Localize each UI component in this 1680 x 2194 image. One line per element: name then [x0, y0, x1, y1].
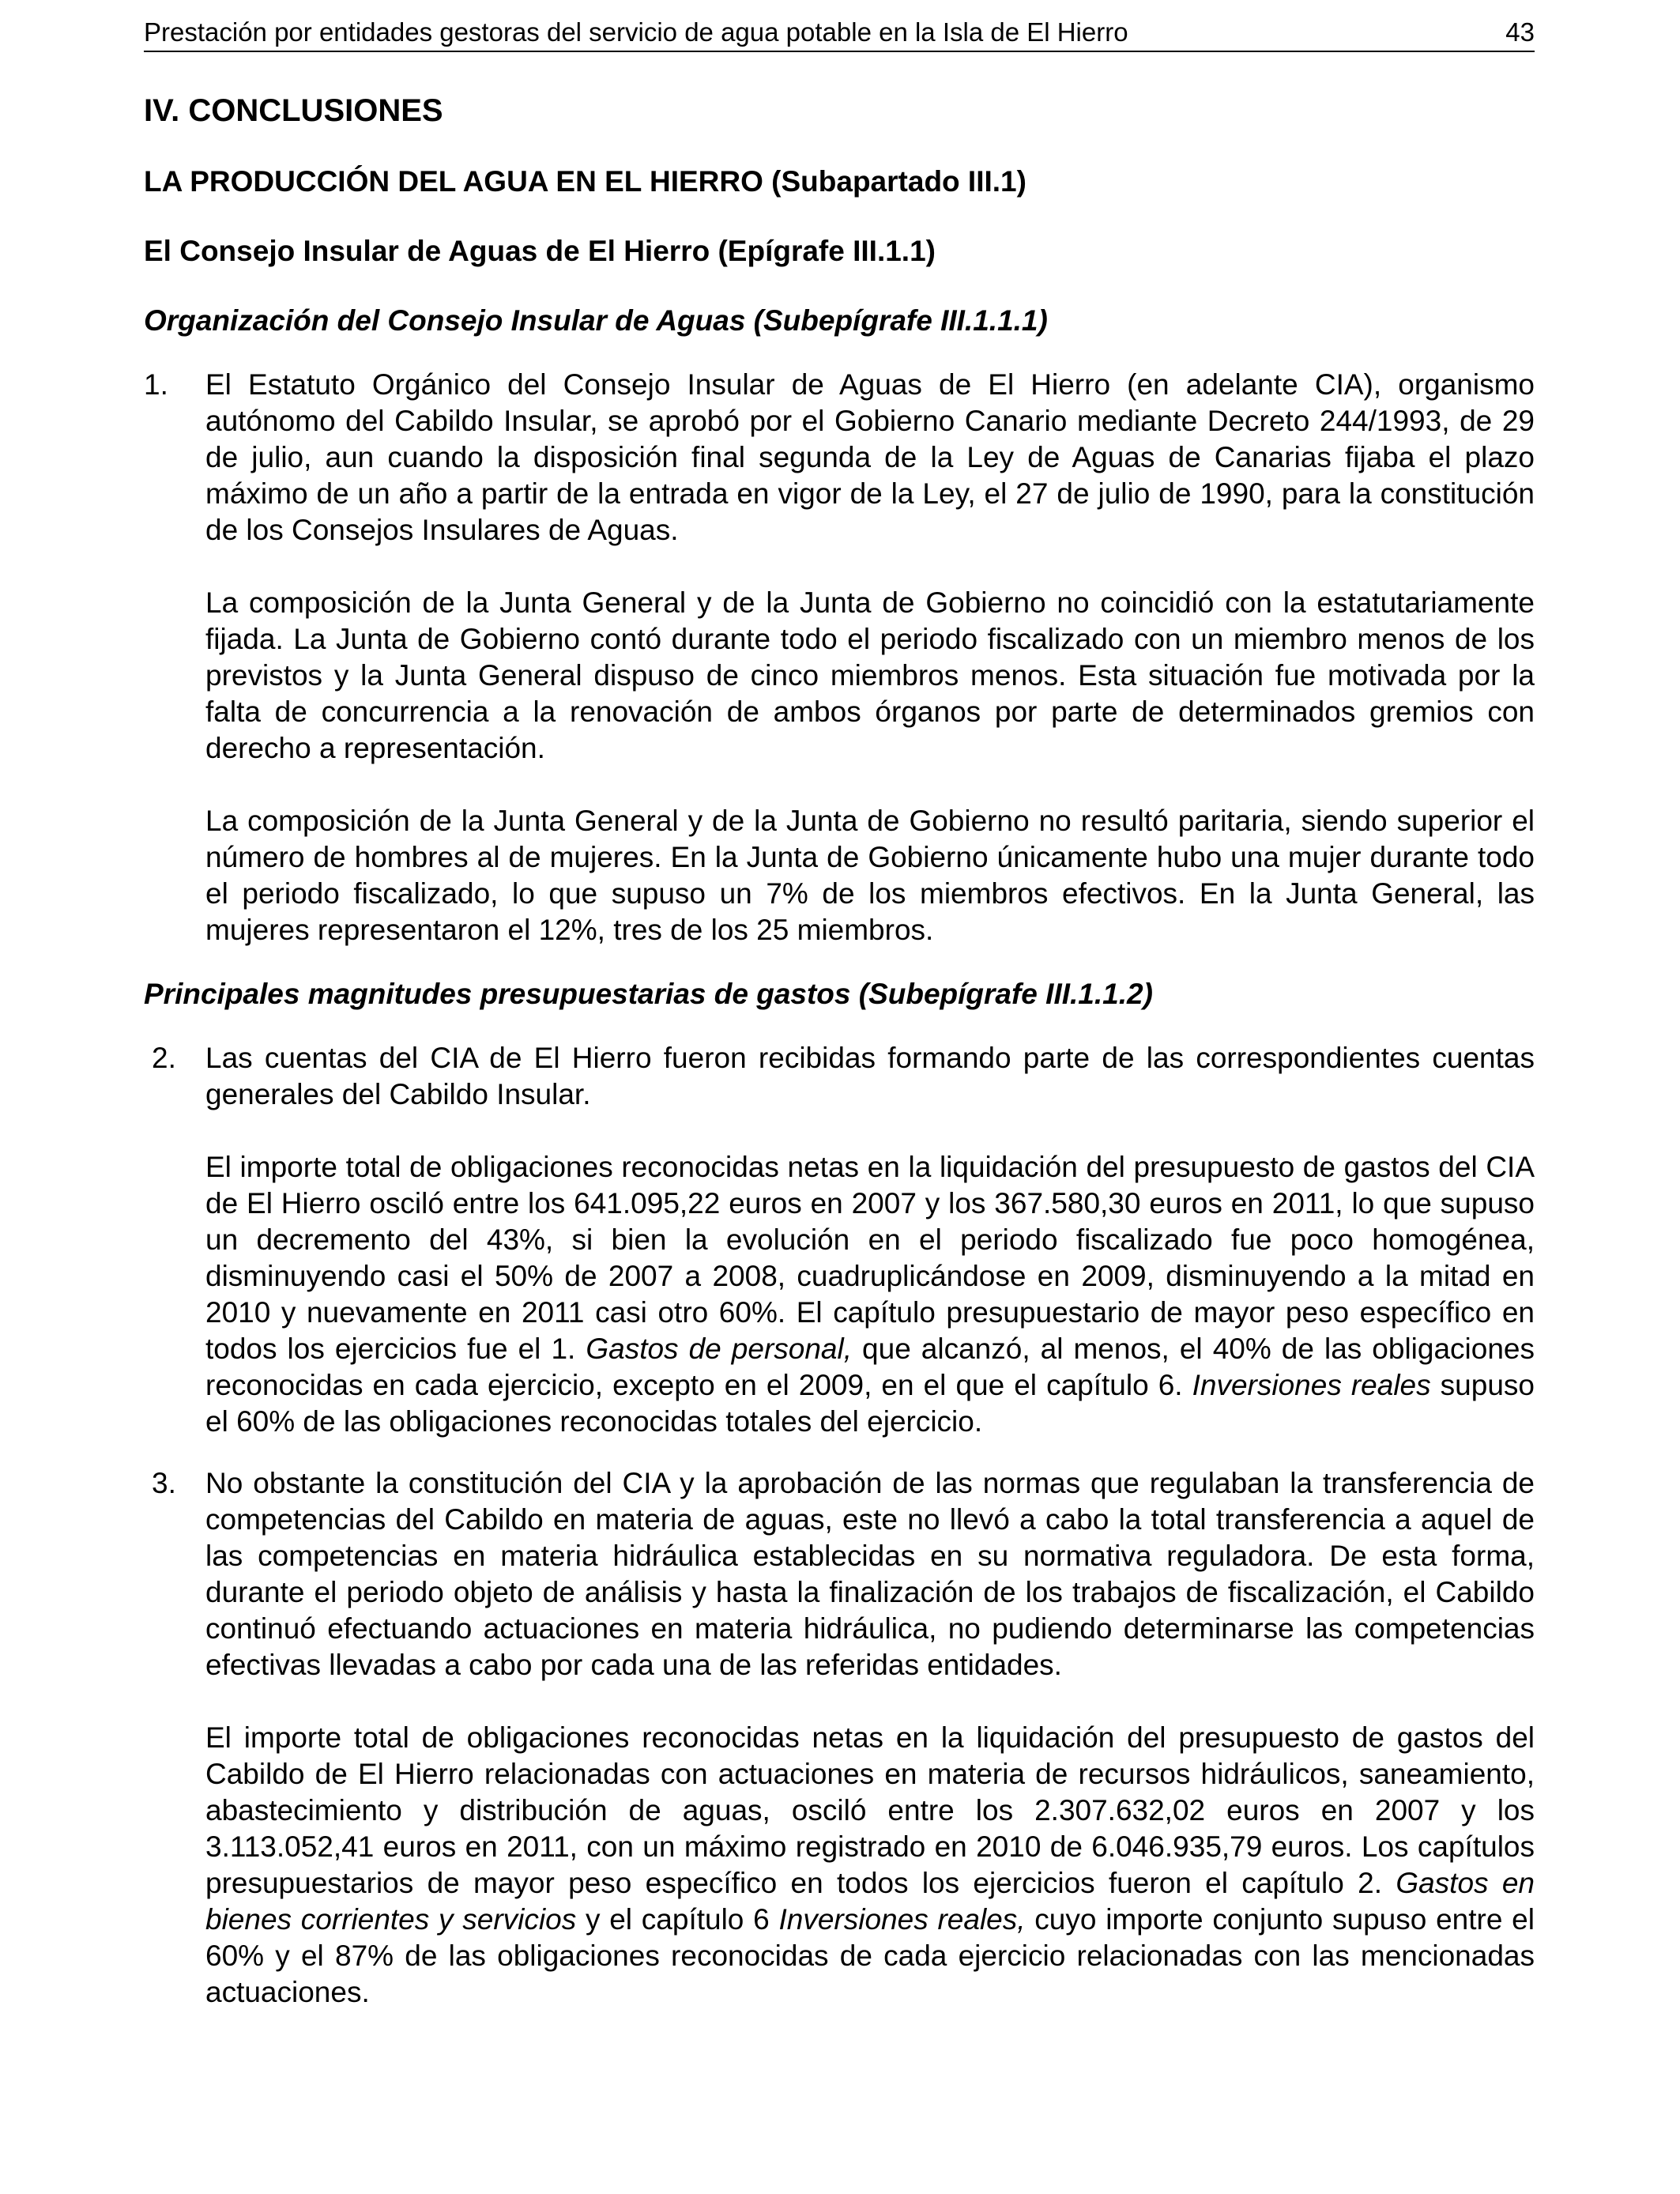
subepigraph-heading-2: Principales magnitudes presupuestarias de gastos (Subepígrafe III.1.1.2): [144, 978, 1153, 1010]
paragraph: [205, 1149, 1535, 1440]
text-run: cuyo importe conjunto supuso entre el 60% y el 87% de las obligaciones reconocidas de cada ejercicio relacionadas con las mencionadas actuaciones.: [205, 1903, 1535, 2008]
paragraph: La composición de la Junta General y de la Junta de Gobierno no resultó paritaria, siendo superior el número de hombres al de mujeres. En la Junta de Gobierno únicamente hubo una mujer durante todo el periodo fiscalizado, lo que supuso un 7% de los miembros efectivos. En la Junta General, las mujeres representaron el 12%, tres de los 25 miembros.: [205, 805, 1535, 946]
italic-run: Gastos en bienes corrientes y servicios: [205, 1867, 1535, 1936]
page-number: 43: [1505, 17, 1535, 47]
section-heading: IV. CONCLUSIONES: [144, 93, 443, 128]
item-number: 3.: [152, 1467, 176, 1499]
subepigraph-heading-1: Organización del Consejo Insular de Aguas (Subepígrafe III.1.1.1): [144, 304, 1048, 337]
paragraph: Las cuentas del CIA de El Hierro fueron recibidas formando parte de las correspondientes cuentas generales del Cabildo Insular.: [205, 1042, 1535, 1110]
paragraph: [205, 1720, 1535, 2011]
conclusion-item-3: [144, 1465, 1535, 2011]
item-body: [205, 1040, 1535, 1440]
running-header: [144, 16, 1535, 52]
paragraph: No obstante la constitución del CIA y la aprobación de las normas que regulaban la transferencia de competencias del Cabildo en materia de aguas, este no llevó a cabo la total transferencia a aquel de las competencias en materia hidráulica establecidas en su normativa reguladora. De esta forma, durante el periodo objeto de análisis y hasta la finalización de los trabajos de fiscalización, el Cabildo continuó efectuando actuaciones en materia hidráulica, no pudiendo determinarse las competencias efectivas llevadas a cabo por cada una de las referidas entidades.: [205, 1467, 1535, 1681]
text-run: que alcanzó, al menos, el 40% de las obligaciones reconocidas en cada ejercicio, excepto en el 2009, en el que el capítulo 6.: [205, 1333, 1535, 1401]
italic-run: Gastos de personal,: [586, 1333, 852, 1365]
epigraph-heading: El Consejo Insular de Aguas de El Hierro (Epígrafe III.1.1): [144, 235, 936, 267]
subsection-heading: LA PRODUCCIÓN DEL AGUA EN EL HIERRO (Subapartado III.1): [144, 165, 1026, 198]
conclusion-item-1: [144, 367, 1535, 948]
italic-run: Inversiones reales: [1192, 1369, 1431, 1401]
text-run: supuso el 60% de las obligaciones reconocidas totales del ejercicio.: [205, 1369, 1535, 1438]
paragraph: El Estatuto Orgánico del Consejo Insular de Aguas de El Hierro (en adelante CIA), organismo autónomo del Cabildo Insular, se aprobó por el Gobierno Canario mediante Decreto 244/1993, de 29 de julio, aun cuando la disposición final segunda de la Ley de Aguas de Canarias fijaba el plazo máximo de un año a partir de la entrada en vigor de la Ley, el 27 de julio de 1990, para la constitución de los Consejos Insulares de Aguas.: [205, 368, 1535, 546]
item-body: [205, 367, 1535, 948]
item-number: 1.: [144, 368, 168, 401]
header-title: Prestación por entidades gestoras del servicio de agua potable en la Isla de El Hierro: [144, 17, 1128, 47]
conclusion-item-2: [144, 1040, 1535, 1440]
item-body: [205, 1465, 1535, 2011]
item-number: 2.: [152, 1042, 176, 1074]
document-page: [144, 16, 1535, 2011]
text-run: y el capítulo 6: [576, 1903, 779, 1936]
italic-run: Inversiones reales,: [778, 1903, 1026, 1936]
text-run: El importe total de obligaciones reconocidas netas en la liquidación del presupuesto de gastos del Cabildo de El Hierro relacionadas con actuaciones en materia de recursos hidráulicos, saneamiento, abastecimiento y distribución de aguas, osciló entre los 2.307.632,02 euros en 2007 y los 3.113.052,41 euros en 2011, con un máximo registrado en 2010 de 6.046.935,79 euros. Los capítulos presupuestarios de mayor peso específico en todos los ejercicios fueron el capítulo 2.: [205, 1721, 1535, 1899]
paragraph: La composición de la Junta General y de la Junta de Gobierno no coincidió con la estatutariamente fijada. La Junta de Gobierno contó durante todo el periodo fiscalizado con un miembro menos de los previstos y la Junta General dispuso de cinco miembros menos. Esta situación fue motivada por la falta de concurrencia a la renovación de ambos órganos por parte de determinados gremios con derecho a representación.: [205, 586, 1535, 764]
text-run: El importe total de obligaciones reconocidas netas en la liquidación del presupuesto de gastos del CIA de El Hierro osciló entre los 641.095,22 euros en 2007 y los 367.580,30 euros en 2011, lo que supuso un decremento del 43%, si bien la evolución en el periodo fiscalizado fue poco homogénea, disminuyendo casi el 50% de 2007 a 2008, cuadruplicándose en 2009, disminuyendo a la mitad en 2010 y nuevamente en 2011 casi otro 60%. El capítulo presupuestario de mayor peso específico en todos los ejercicios fue el 1.: [205, 1151, 1535, 1365]
